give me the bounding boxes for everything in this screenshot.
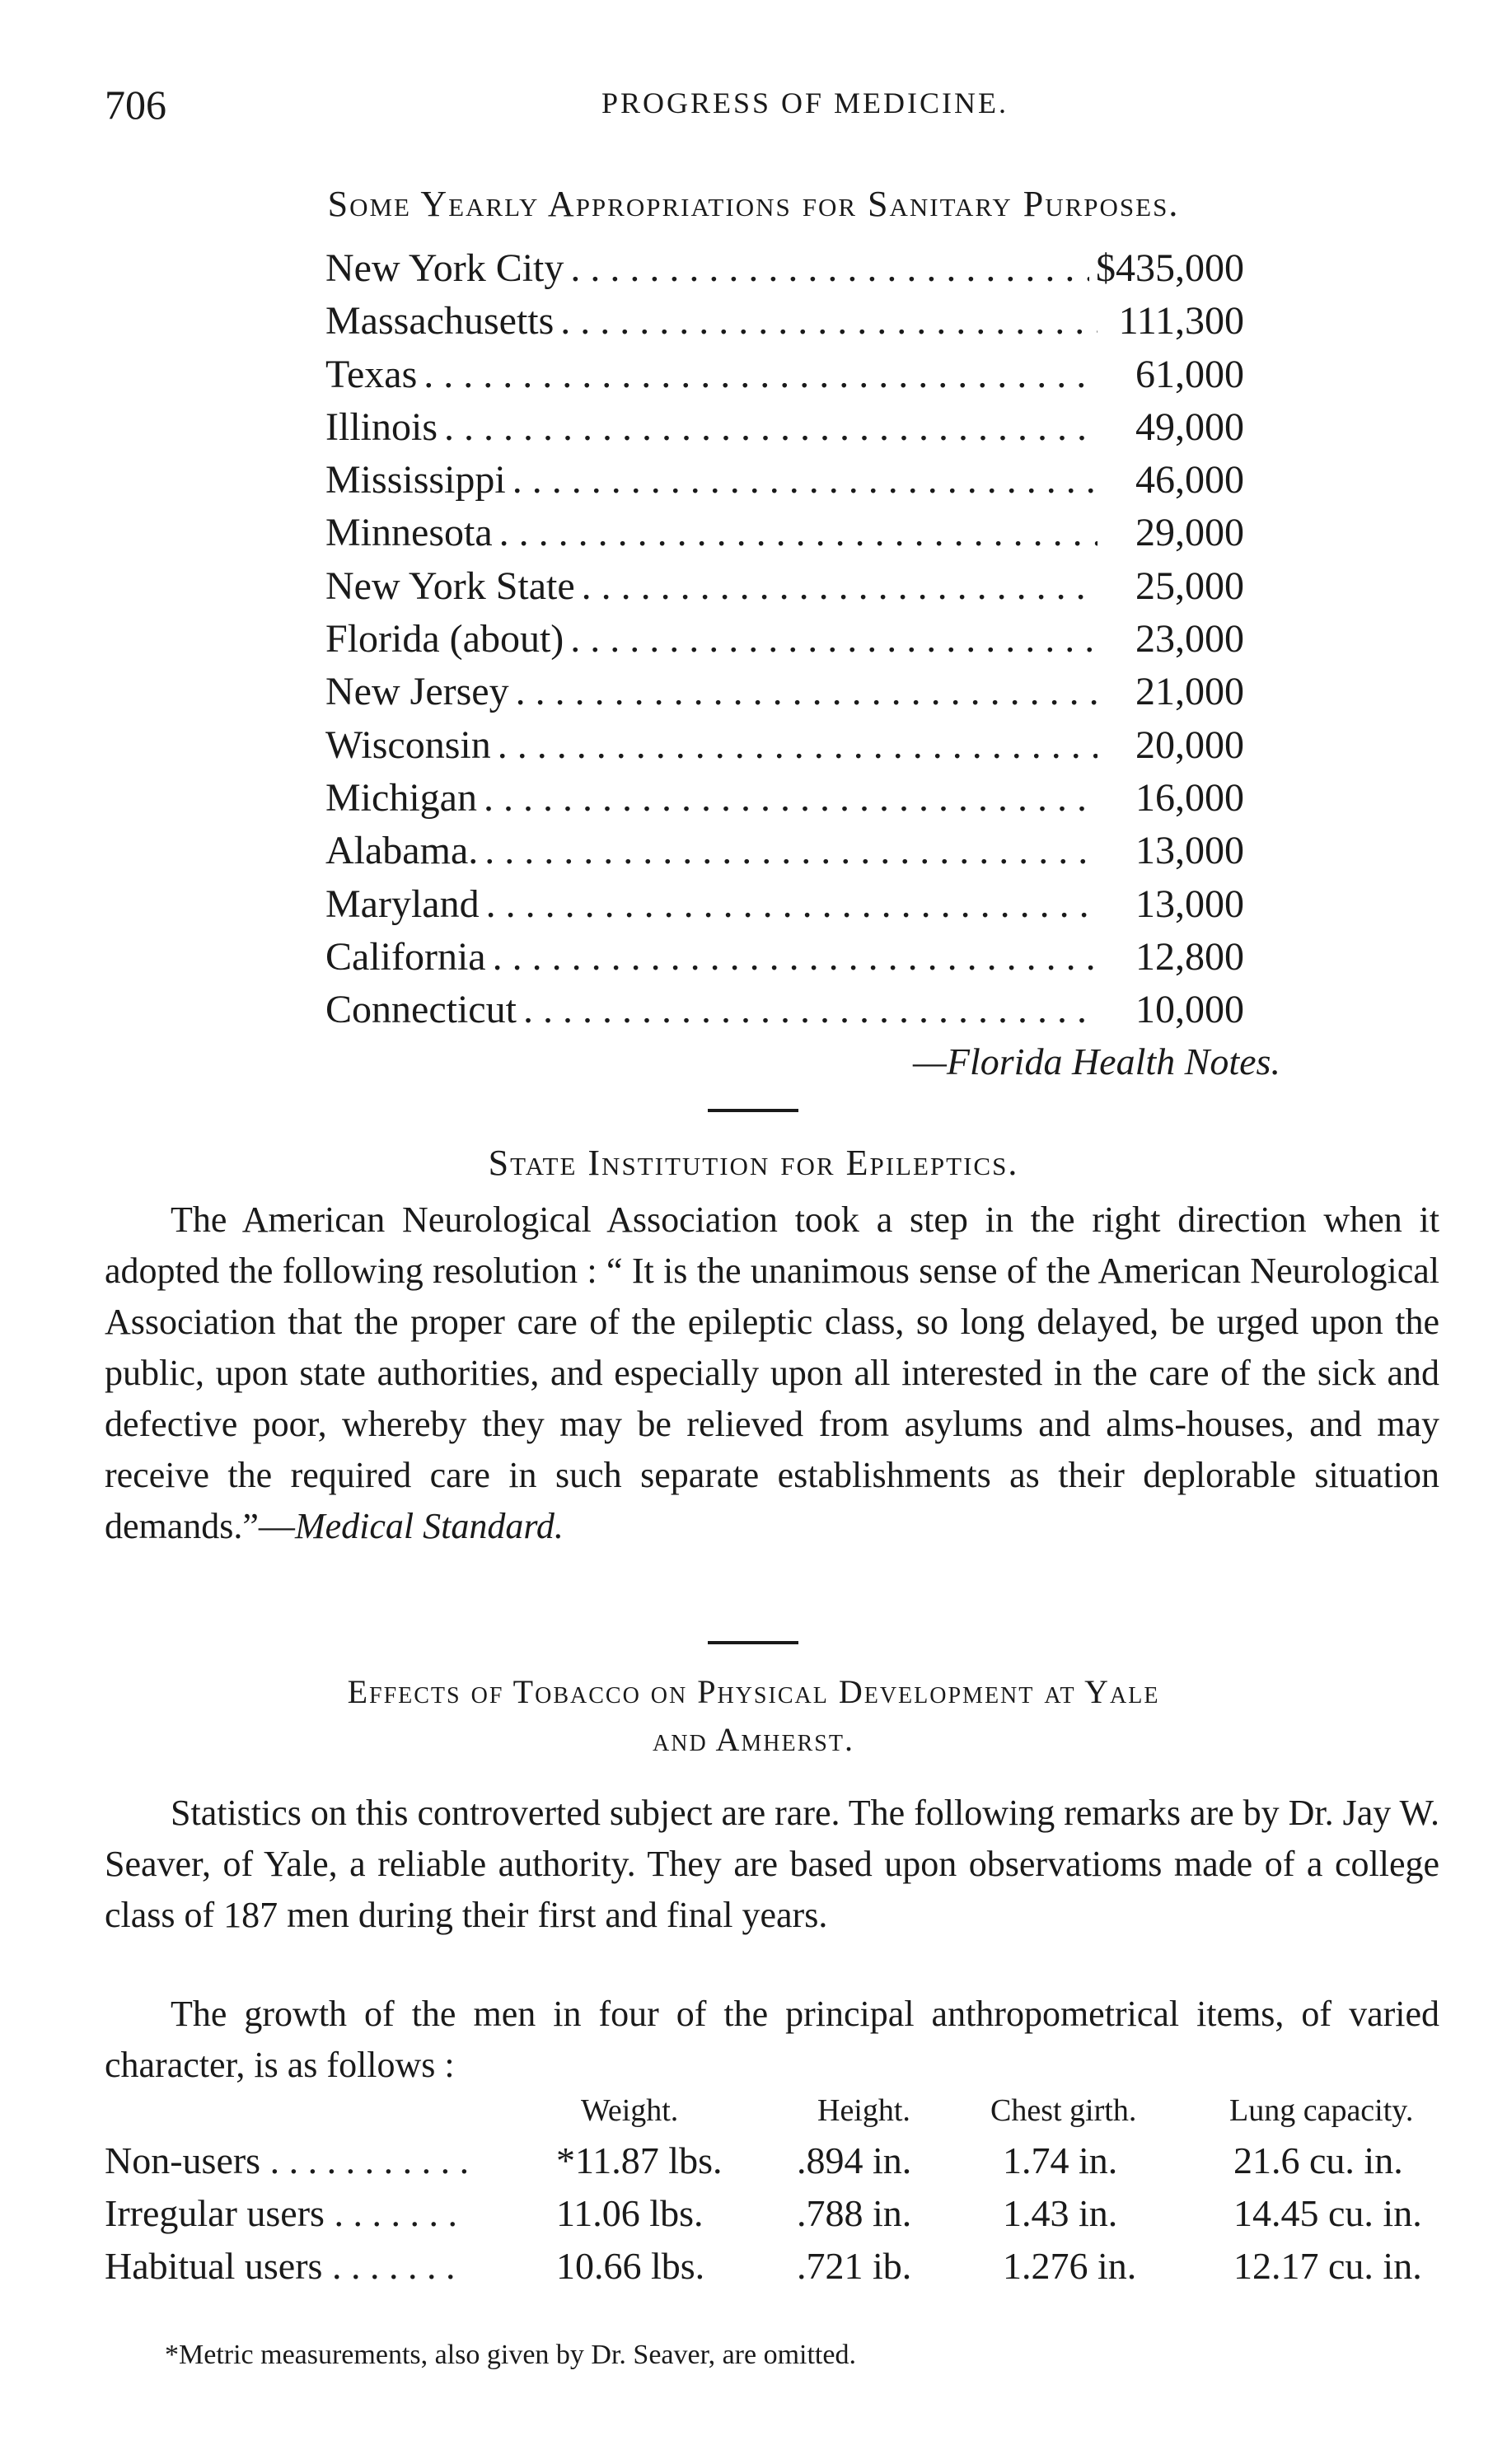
epileptics-body: The American Neurological Association took a step in the right direction when it adopted the following resolution : “ It is the unanimous sense of the American Neurological Association that the proper care of the epileptic class, so long delayed, be urged upon the public, upon state authorities, and especially upon all interested in the care of the sick and defective poor, whereby they may be relieved from asylums and alms-houses, and may receive the required care in such separate establishments as their deplorable situation demands.”— xyxy=(105,1199,1439,1546)
appropriation-name: Massachusetts xyxy=(325,299,555,344)
epileptics-citation: Medical Standard. xyxy=(294,1506,564,1546)
appropriation-name: California xyxy=(325,934,486,979)
dot-leader xyxy=(486,881,1097,927)
dot-leader xyxy=(498,722,1097,768)
section-title-tobacco-line2: and Amherst. xyxy=(653,1721,854,1758)
dot-leader xyxy=(582,563,1097,609)
dot-leader xyxy=(516,669,1097,714)
section-title-tobacco-line1: Effects of Tobacco on Physical Development at Yale xyxy=(347,1673,1160,1710)
appropriation-amount: 46,000 xyxy=(1135,458,1244,503)
cell-lung-capacity: 14.45 cu. in. xyxy=(1233,2192,1422,2234)
table-header xyxy=(105,2092,1448,2139)
cell-weight: *11.87 lbs. xyxy=(556,2139,723,2181)
appropriation-row xyxy=(325,934,1244,987)
appropriation-row xyxy=(325,245,1244,298)
appropriation-name: Connecticut xyxy=(325,988,517,1032)
table-row xyxy=(105,2191,1448,2244)
row-leader: . . . . . . . xyxy=(324,2192,457,2234)
cell-chest-girth: 1.276 in. xyxy=(1003,2245,1137,2287)
appropriation-name: New Jersey xyxy=(325,670,509,714)
cell-chest-girth: 1.74 in. xyxy=(1003,2139,1118,2181)
cell-height: .894 in. xyxy=(797,2139,912,2181)
appropriation-name: New York City xyxy=(325,246,564,290)
tobacco-para2-text: The growth of the men in four of the principal anthropometrical items, of varied character, is as follows : xyxy=(105,1994,1439,2085)
dot-leader xyxy=(424,352,1097,397)
appropriation-name: Michigan xyxy=(325,775,477,820)
appropriation-name: Minnesota xyxy=(325,511,493,555)
appropriation-amount: 49,000 xyxy=(1135,404,1244,449)
row-label-text: Irregular users xyxy=(105,2192,325,2234)
tobacco-para1-text: Statistics on this controverted subject are rare. The following remarks are by Dr. Jay W. Seaver, of Yale, a reliable authority. They are based upon observatioms made of a college class of 187 men during their first and final years. xyxy=(105,1793,1439,1935)
dot-leader xyxy=(499,510,1097,555)
appropriation-name: Florida (about) xyxy=(325,617,564,662)
row-label-text: Habitual users xyxy=(105,2245,323,2287)
appropriation-row xyxy=(325,457,1244,510)
row-label xyxy=(105,2244,455,2288)
header-lung-capacity: Lung capacity. xyxy=(1229,2093,1414,2128)
appropriation-name: Alabama. xyxy=(325,829,479,873)
row-label xyxy=(105,2139,469,2182)
cell-lung-capacity: 21.6 cu. in. xyxy=(1233,2139,1403,2181)
page-number: 706 xyxy=(105,82,166,128)
appropriation-amount: 61,000 xyxy=(1135,352,1244,396)
dot-leader xyxy=(560,298,1097,344)
appropriation-name: Wisconsin xyxy=(325,722,491,767)
dot-leader xyxy=(523,987,1097,1032)
epileptics-paragraph xyxy=(105,1195,1439,1552)
appropriation-row xyxy=(325,563,1244,616)
footnote: *Metric measurements, also given by Dr. Seaver, are omitted. xyxy=(165,2340,856,2370)
appropriation-amount: 10,000 xyxy=(1135,988,1244,1032)
appropriation-row xyxy=(325,352,1244,404)
appropriation-name: New York State xyxy=(325,563,575,608)
section-title-appropriations: Some Yearly Appropriations for Sanitary Purposes. xyxy=(327,184,1180,224)
section-title-epileptics: State Institution for Epileptics. xyxy=(488,1143,1019,1183)
source-citation: —Florida Health Notes. xyxy=(913,1040,1280,1082)
running-title: PROGRESS OF MEDICINE. xyxy=(601,86,1009,119)
table-body xyxy=(105,2139,1448,2297)
appropriation-amount: 13,000 xyxy=(1135,829,1244,873)
row-label-text: Non-users xyxy=(105,2139,261,2181)
appropriation-row xyxy=(325,881,1244,934)
dot-leader xyxy=(570,616,1097,662)
dot-leader xyxy=(484,775,1097,821)
appropriation-row xyxy=(325,669,1244,722)
dot-leader xyxy=(484,828,1097,873)
appropriation-amount: 13,000 xyxy=(1135,881,1244,926)
dot-leader xyxy=(444,404,1097,450)
table-row xyxy=(105,2139,1448,2191)
dot-leader xyxy=(570,245,1089,291)
row-leader: . . . . . . . xyxy=(322,2245,456,2287)
table-row xyxy=(105,2244,1448,2297)
appropriation-name: Texas xyxy=(325,352,418,396)
appropriation-amount: 29,000 xyxy=(1135,511,1244,555)
cell-weight: 10.66 lbs. xyxy=(556,2245,705,2287)
appropriation-name: Mississippi xyxy=(325,458,506,503)
header-weight: Weight. xyxy=(581,2093,679,2128)
appropriation-row xyxy=(325,298,1244,351)
cell-height: .721 ib. xyxy=(797,2245,912,2287)
appropriation-amount: 25,000 xyxy=(1135,563,1244,608)
cell-weight: 11.06 lbs. xyxy=(556,2192,704,2234)
appropriation-row xyxy=(325,828,1244,881)
appropriation-row xyxy=(325,510,1244,563)
header-chest-girth: Chest girth. xyxy=(990,2093,1137,2128)
running-head xyxy=(105,81,1423,130)
appropriation-row xyxy=(325,404,1244,457)
appropriation-name: Illinois xyxy=(325,404,438,449)
appropriation-amount: 21,000 xyxy=(1135,670,1244,714)
appropriation-amount: 16,000 xyxy=(1135,775,1244,820)
cell-height: .788 in. xyxy=(797,2192,912,2234)
row-label xyxy=(105,2191,457,2235)
dot-leader xyxy=(512,457,1097,503)
tobacco-paragraph-2 xyxy=(105,1989,1439,2091)
tobacco-growth-table xyxy=(105,2092,1448,2297)
appropriation-row xyxy=(325,722,1244,775)
appropriation-row xyxy=(325,775,1244,828)
appropriation-row xyxy=(325,987,1244,1040)
header-height: Height. xyxy=(817,2093,910,2128)
appropriations-list xyxy=(325,245,1244,1040)
tobacco-paragraph-1 xyxy=(105,1788,1439,1941)
appropriation-amount: 12,800 xyxy=(1135,934,1244,979)
cell-chest-girth: 1.43 in. xyxy=(1003,2192,1118,2234)
section-divider xyxy=(708,1109,798,1112)
appropriation-name: Maryland xyxy=(325,881,480,926)
appropriation-amount: $435,000 xyxy=(1096,246,1244,290)
appropriation-amount: 111,300 xyxy=(1118,299,1244,344)
appropriation-amount: 23,000 xyxy=(1135,617,1244,662)
cell-lung-capacity: 12.17 cu. in. xyxy=(1233,2245,1422,2287)
appropriation-row xyxy=(325,616,1244,669)
section-divider-2 xyxy=(708,1641,798,1644)
dot-leader xyxy=(493,934,1097,980)
appropriation-amount: 20,000 xyxy=(1135,722,1244,767)
row-leader: . . . . . . . . . . . xyxy=(260,2139,470,2181)
